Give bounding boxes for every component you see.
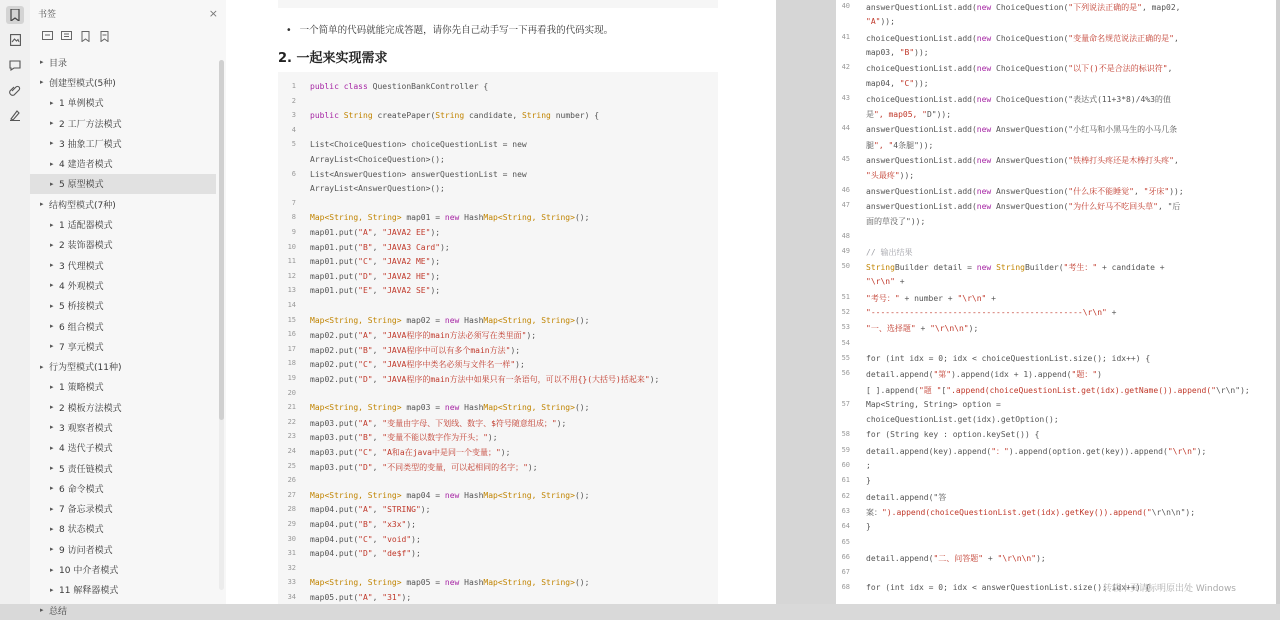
bookmark-label: 5 桥接模式 bbox=[59, 302, 104, 313]
bookmark-panel bbox=[30, 0, 227, 617]
bookmark-item[interactable] bbox=[30, 438, 216, 458]
expand-arrow-icon[interactable]: ▸ bbox=[50, 179, 54, 188]
code-line: 面的草没了")); bbox=[866, 217, 926, 227]
line-number: 61 bbox=[841, 476, 850, 485]
bookmark-group[interactable] bbox=[30, 194, 216, 214]
code-line: Map<String, String> map05 = new HashMap<String, String>(); bbox=[310, 578, 590, 588]
line-number: 6 bbox=[291, 169, 296, 178]
line-number: 62 bbox=[841, 491, 850, 500]
code-block-top bbox=[278, 0, 718, 8]
bookmark-item[interactable] bbox=[30, 458, 216, 478]
expand-arrow-icon[interactable]: ▸ bbox=[40, 58, 44, 67]
bookmark-item[interactable] bbox=[30, 296, 216, 316]
line-number: 10 bbox=[287, 242, 296, 251]
code-line: answerQuestionList.add(new AnswerQuestion("为什么好马不吃回头草", "后 bbox=[866, 201, 1181, 211]
line-number: 56 bbox=[841, 369, 850, 378]
bookmark-item[interactable] bbox=[30, 133, 216, 153]
bookmark-label: 6 命令模式 bbox=[59, 484, 104, 495]
document-scrollbar[interactable] bbox=[1276, 0, 1280, 604]
panel-toolbar bbox=[30, 26, 226, 46]
line-number: 44 bbox=[841, 124, 850, 133]
bookmark-item[interactable] bbox=[30, 377, 216, 397]
line-number: 53 bbox=[841, 323, 850, 332]
bookmark-icon[interactable] bbox=[6, 6, 24, 24]
expand-arrow-icon[interactable]: ▸ bbox=[50, 261, 54, 270]
line-number: 46 bbox=[841, 185, 850, 194]
bookmark-label: 7 享元模式 bbox=[59, 342, 104, 353]
line-number: 41 bbox=[841, 32, 850, 41]
code-line: map02.put("C", "JAVA程序中类名必须与文件名一样"); bbox=[310, 360, 525, 370]
line-number: 52 bbox=[841, 308, 850, 316]
code-line: map01.put("B", "JAVA3 Card"); bbox=[310, 242, 450, 252]
code-line: map04.put("B", "x3x"); bbox=[310, 520, 416, 529]
line-number: 42 bbox=[841, 63, 850, 72]
bookmark-label: 11 解释器模式 bbox=[59, 586, 119, 597]
page-gap bbox=[776, 0, 836, 604]
code-line: map04.put("C", "void"); bbox=[310, 534, 421, 544]
code-line: "一、选择题" + "\r\n\n"); bbox=[866, 324, 979, 334]
line-number: 19 bbox=[287, 374, 296, 382]
bookmark-item[interactable] bbox=[30, 93, 216, 113]
code-line: "\r\n" + bbox=[866, 277, 905, 287]
bookmark-item[interactable] bbox=[30, 336, 216, 356]
line-number: 57 bbox=[841, 399, 850, 408]
line-number: 28 bbox=[287, 505, 296, 514]
bookmark-label: 4 外观模式 bbox=[59, 281, 104, 292]
expand-arrow-icon[interactable]: ▸ bbox=[40, 606, 44, 615]
expand-all-icon[interactable] bbox=[42, 31, 53, 42]
bookmark-label: 行为型模式(11种) bbox=[49, 363, 122, 374]
line-number: 68 bbox=[841, 583, 850, 592]
line-number: 21 bbox=[287, 403, 296, 412]
code-line: "考号：" + number + "\r\n" + bbox=[866, 293, 996, 303]
document-page-right bbox=[836, 0, 1276, 604]
code-line: Map<String, String> map03 = new HashMap<String, String>(); bbox=[310, 403, 590, 413]
bookmark-label: 5 责任链模式 bbox=[59, 464, 113, 475]
code-line: map03.put("D", "不同类型的变量，可以起相同的名字；"); bbox=[310, 462, 538, 472]
bookmark-label: 9 访问者模式 bbox=[59, 545, 113, 556]
expand-arrow-icon[interactable]: ▸ bbox=[40, 78, 44, 87]
line-number: 43 bbox=[841, 93, 850, 102]
line-number: 59 bbox=[841, 445, 850, 454]
code-line: "--------------------------------------------\r\n" + bbox=[866, 308, 1117, 317]
bookmark-label: 结构型模式(7种) bbox=[49, 200, 116, 211]
code-line: StringBuilder detail = new StringBuilder("考生：" + candidate + bbox=[866, 263, 1165, 273]
expand-arrow-icon[interactable]: ▸ bbox=[50, 301, 54, 310]
code-line: map03, "B")); bbox=[866, 47, 929, 57]
line-number: 14 bbox=[287, 301, 296, 309]
line-number: 60 bbox=[841, 461, 850, 469]
expand-arrow-icon[interactable]: ▸ bbox=[50, 139, 54, 148]
line-number: 8 bbox=[291, 213, 296, 222]
line-number: 30 bbox=[287, 534, 296, 543]
thumbnail-icon[interactable] bbox=[6, 31, 24, 49]
code-line: detail.append(key).append("：").append(option.get(key)).append("\r\n"); bbox=[866, 446, 1207, 456]
line-number: 34 bbox=[287, 593, 296, 601]
code-line: map03.put("B", "变量不能以数字作为开头；"); bbox=[310, 433, 498, 443]
code-line: [ ].append("题 "[".append(choiceQuestionList.get(idx).getName()).append("\r\n"); bbox=[866, 385, 1250, 395]
line-number: 24 bbox=[287, 447, 296, 455]
code-line: "头最疼")); bbox=[866, 171, 915, 181]
expand-arrow-icon[interactable]: ▸ bbox=[50, 382, 54, 391]
expand-arrow-icon[interactable]: ▸ bbox=[50, 281, 54, 290]
bookmark-label: 4 建造者模式 bbox=[59, 160, 113, 171]
line-number: 40 bbox=[841, 2, 850, 10]
expand-arrow-icon[interactable]: ▸ bbox=[40, 362, 44, 371]
line-number: 13 bbox=[287, 286, 296, 295]
code-line: map01.put("C", "JAVA2 ME"); bbox=[310, 257, 441, 267]
bookmark-label: 创建型模式(5种) bbox=[49, 78, 116, 89]
code-line: // 输出结果 bbox=[866, 247, 913, 257]
line-number: 65 bbox=[841, 537, 850, 546]
code-line: answerQuestionList.add(new AnswerQuestion("铁棒打头疼还是木棒打头疼", bbox=[866, 156, 1179, 165]
close-icon[interactable]: × bbox=[208, 6, 218, 20]
expand-arrow-icon[interactable]: ▸ bbox=[50, 464, 54, 473]
line-number: 63 bbox=[841, 506, 850, 515]
line-number: 32 bbox=[287, 563, 296, 572]
code-line: map02.put("A", "JAVA程序的main方法必须写在类里面"); bbox=[310, 331, 537, 341]
panel-header bbox=[30, 0, 226, 26]
bookmark-label: 3 抽象工厂模式 bbox=[59, 139, 122, 150]
expand-arrow-icon[interactable]: ▸ bbox=[50, 585, 54, 594]
bookmark-item[interactable] bbox=[30, 580, 216, 600]
line-number: 33 bbox=[287, 578, 296, 587]
line-number: 66 bbox=[841, 552, 850, 561]
line-number: 17 bbox=[287, 344, 296, 353]
code-line: map01.put("A", "JAVA2 EE"); bbox=[310, 228, 441, 237]
line-number: 45 bbox=[841, 155, 850, 163]
code-line: map04.put("D", "de$f"); bbox=[310, 549, 421, 559]
code-line: choiceQuestionList.add(new ChoiceQuestion("变量命名规范说法正确的是", bbox=[866, 33, 1179, 43]
bookmark-label: 2 模板方法模式 bbox=[59, 403, 122, 414]
code-line: ArrayList<ChoiceQuestion>(); bbox=[310, 155, 445, 164]
expand-arrow-icon[interactable]: ▸ bbox=[50, 524, 54, 533]
bookmark-item[interactable] bbox=[30, 113, 216, 133]
bookmark-label: 5 原型模式 bbox=[59, 180, 104, 191]
bookmark-label: 7 备忘录模式 bbox=[59, 505, 113, 516]
code-line: Map<String, String> option = bbox=[866, 399, 1001, 409]
expand-arrow-icon[interactable]: ▸ bbox=[50, 443, 54, 452]
side-rail bbox=[0, 0, 31, 604]
line-number: 31 bbox=[287, 549, 296, 558]
line-number: 20 bbox=[287, 388, 296, 397]
line-number: 23 bbox=[287, 432, 296, 441]
line-number: 58 bbox=[841, 430, 850, 439]
code-line: detail.append("答 bbox=[866, 492, 947, 502]
code-line: map04, "C")); bbox=[866, 78, 929, 88]
expand-arrow-icon[interactable]: ▸ bbox=[50, 504, 54, 513]
line-number: 54 bbox=[841, 338, 850, 347]
code-line: Map<String, String> map02 = new HashMap<String, String>(); bbox=[310, 315, 590, 325]
line-number: 18 bbox=[287, 359, 296, 368]
bookmark-label: 3 观察者模式 bbox=[59, 423, 113, 434]
line-number: 15 bbox=[287, 315, 296, 324]
line-number: 26 bbox=[287, 476, 296, 485]
line-number: 9 bbox=[291, 228, 296, 236]
bookmark-item[interactable] bbox=[30, 559, 216, 579]
expand-arrow-icon[interactable]: ▸ bbox=[50, 342, 54, 351]
expand-arrow-icon[interactable]: ▸ bbox=[50, 423, 54, 432]
expand-arrow-icon[interactable]: ▸ bbox=[50, 240, 54, 249]
code-line: map03.put("C", "A和a在java中是同一个变量；"); bbox=[310, 448, 511, 457]
code-line: } bbox=[866, 522, 871, 532]
document-page-left bbox=[226, 0, 776, 604]
code-line: map01.put("E", "JAVA2 SE"); bbox=[310, 286, 441, 296]
bookmark-item[interactable] bbox=[30, 214, 216, 234]
code-line: List<AnswerQuestion> answerQuestionList = new bbox=[310, 169, 527, 179]
code-line: Map<String, String> map01 = new HashMap<String, String>(); bbox=[310, 213, 590, 223]
section-heading: 2. 一起来实现需求 bbox=[278, 51, 388, 66]
code-line: for (int idx = 0; idx < choiceQuestionList.size(); idx++) { bbox=[866, 353, 1151, 363]
line-number: 51 bbox=[841, 292, 850, 301]
line-number: 7 bbox=[291, 198, 296, 207]
scroll-thumb[interactable] bbox=[219, 60, 224, 420]
line-number: 29 bbox=[287, 520, 296, 528]
bookmark-group[interactable] bbox=[30, 600, 216, 620]
code-line: public class QuestionBankController { bbox=[310, 82, 489, 91]
bookmark-label: 2 装饰器模式 bbox=[59, 241, 113, 252]
code-line: choiceQuestionList.get(idx).getOption(); bbox=[866, 415, 1059, 425]
code-line: ArrayList<AnswerQuestion>(); bbox=[310, 184, 445, 194]
line-number: 1 bbox=[291, 82, 296, 90]
panel-scrollbar[interactable] bbox=[219, 60, 224, 590]
signature-icon[interactable] bbox=[6, 106, 24, 124]
bookmark-label: 总结 bbox=[49, 606, 68, 617]
bookmark-tree bbox=[30, 52, 216, 620]
code-line: "A")); bbox=[866, 17, 895, 27]
code-line: for (String key : option.keySet()) { bbox=[866, 430, 1040, 440]
code-line: choiceQuestionList.add(new ChoiceQuestion("表达式(11+3*8)/4%3的值 bbox=[866, 94, 1171, 104]
code-line: for (int idx = 0; idx < answerQuestionList.size(); idx++) { bbox=[866, 583, 1151, 593]
code-line: public String createPaper(String candidate, String number) { bbox=[310, 111, 600, 121]
watermark: 转载本页请标明原出处 Windows bbox=[1102, 584, 1236, 594]
expand-arrow-icon[interactable]: ▸ bbox=[50, 220, 54, 229]
expand-arrow-icon[interactable]: ▸ bbox=[50, 119, 54, 128]
bookmark-item[interactable] bbox=[30, 499, 216, 519]
code-line: 腿", "4条腿")); bbox=[866, 140, 934, 150]
code-line: 是", map05, "D")); bbox=[866, 110, 952, 120]
expand-arrow-icon[interactable]: ▸ bbox=[50, 484, 54, 493]
code-line: map03.put("A", "变量由字母、下划线、数字、$符号随意组成；"); bbox=[310, 418, 567, 428]
bookmark-item[interactable] bbox=[30, 235, 216, 255]
code-line: Map<String, String> map04 = new HashMap<String, String>(); bbox=[310, 490, 590, 500]
line-number: 48 bbox=[841, 231, 850, 240]
bookmark-group[interactable] bbox=[30, 72, 216, 92]
bookmark-item[interactable] bbox=[30, 397, 216, 417]
expand-arrow-icon[interactable]: ▸ bbox=[50, 565, 54, 574]
bookmark-item[interactable] bbox=[30, 275, 216, 295]
bookmark-item[interactable] bbox=[30, 153, 216, 173]
code-line: } bbox=[866, 476, 871, 486]
bookmark-label: 10 中介者模式 bbox=[59, 566, 119, 577]
code-line: map01.put("D", "JAVA2 HE"); bbox=[310, 271, 441, 281]
code-line: map04.put("A", "STRING"); bbox=[310, 505, 431, 515]
expand-arrow-icon[interactable]: ▸ bbox=[50, 322, 54, 330]
line-number: 2 bbox=[291, 96, 296, 105]
code-line: answerQuestionList.add(new AnswerQuestion("小红马和小黑马生的小马几条 bbox=[866, 125, 1178, 135]
bookmark-item[interactable] bbox=[30, 174, 216, 194]
bookmark-label: 4 迭代子模式 bbox=[59, 444, 113, 455]
expand-arrow-icon[interactable]: ▸ bbox=[50, 98, 54, 107]
line-number: 4 bbox=[291, 125, 296, 134]
bookmark-item[interactable] bbox=[30, 539, 216, 559]
bookmark-item[interactable] bbox=[30, 478, 216, 498]
code-line: ; bbox=[866, 461, 871, 470]
line-number: 67 bbox=[841, 568, 850, 577]
bookmark-label: 6 组合模式 bbox=[59, 322, 104, 333]
bookmark-item[interactable] bbox=[30, 316, 216, 336]
code-line: detail.append("第").append(idx + 1).append("题：") bbox=[866, 370, 1102, 380]
expand-arrow-icon[interactable]: ▸ bbox=[50, 545, 54, 554]
bookmark-label: 1 单例模式 bbox=[59, 99, 104, 110]
code-line: detail.append("二、问答题" + "\r\n\n"); bbox=[866, 553, 1046, 563]
line-number: 47 bbox=[841, 200, 850, 209]
bookmark-label: 3 代理模式 bbox=[59, 261, 104, 272]
code-line: map02.put("D", "JAVA程序的main方法中如果只有一条语句，可以不用{}(大括号)括起来"); bbox=[310, 375, 660, 384]
bookmark-item[interactable] bbox=[30, 417, 216, 437]
bookmark-label: 目录 bbox=[49, 58, 68, 69]
add-bookmark-icon[interactable] bbox=[80, 31, 91, 42]
code-line: answerQuestionList.add(new AnswerQuestion("什么床不能睡觉", "牙床")); bbox=[866, 186, 1184, 196]
panel-title: 书签 bbox=[38, 9, 57, 20]
line-number: 27 bbox=[287, 490, 296, 499]
code-block-continued bbox=[836, 0, 1276, 604]
code-line: map02.put("B", "JAVA程序中可以有多个main方法"); bbox=[310, 345, 521, 355]
code-line: choiceQuestionList.add(new ChoiceQuestion("以下()不是合法的标识符", bbox=[866, 64, 1173, 74]
bullet-text: • 一个简单的代码就能完成答题，请你先自己动手写一下再看我的代码实现。 bbox=[286, 22, 613, 36]
bookmark-label: 8 状态模式 bbox=[59, 525, 104, 536]
code-line: List<ChoiceQuestion> choiceQuestionList = new bbox=[310, 140, 527, 150]
bookmark-group[interactable] bbox=[30, 356, 216, 376]
bookmark-label: 1 策略模式 bbox=[59, 383, 104, 394]
expand-arrow-icon[interactable]: ▸ bbox=[40, 200, 44, 209]
line-number: 22 bbox=[287, 417, 296, 426]
comment-icon[interactable] bbox=[6, 56, 24, 74]
delete-bookmark-icon[interactable] bbox=[99, 31, 110, 42]
bookmark-item[interactable] bbox=[30, 255, 216, 275]
code-line: map05.put("A", "31"); bbox=[310, 593, 412, 602]
line-number: 50 bbox=[841, 262, 850, 271]
code-line: 案：").append(choiceQuestionList.get(idx).getKey()).append("\r\n\n"); bbox=[866, 507, 1196, 517]
attachment-icon[interactable] bbox=[6, 81, 24, 99]
code-block bbox=[278, 72, 718, 604]
line-number: 12 bbox=[287, 271, 296, 280]
bookmark-group[interactable] bbox=[30, 52, 216, 72]
line-number: 49 bbox=[841, 246, 850, 255]
line-number: 16 bbox=[287, 330, 296, 339]
line-number: 3 bbox=[291, 111, 296, 120]
bookmark-label: 2 工厂方法模式 bbox=[59, 119, 122, 130]
bookmark-label: 1 适配器模式 bbox=[59, 221, 113, 232]
expand-arrow-icon[interactable]: ▸ bbox=[50, 159, 54, 168]
expand-arrow-icon[interactable]: ▸ bbox=[50, 403, 54, 412]
line-number: 25 bbox=[287, 461, 296, 470]
line-number: 64 bbox=[841, 522, 850, 531]
code-line: answerQuestionList.add(new ChoiceQuestion("下列说法正确的是", map02, bbox=[866, 3, 1181, 12]
line-number: 5 bbox=[291, 140, 296, 149]
line-number: 11 bbox=[287, 257, 296, 266]
line-number: 55 bbox=[841, 353, 850, 362]
collapse-all-icon[interactable] bbox=[61, 31, 72, 42]
bookmark-item[interactable] bbox=[30, 519, 216, 539]
